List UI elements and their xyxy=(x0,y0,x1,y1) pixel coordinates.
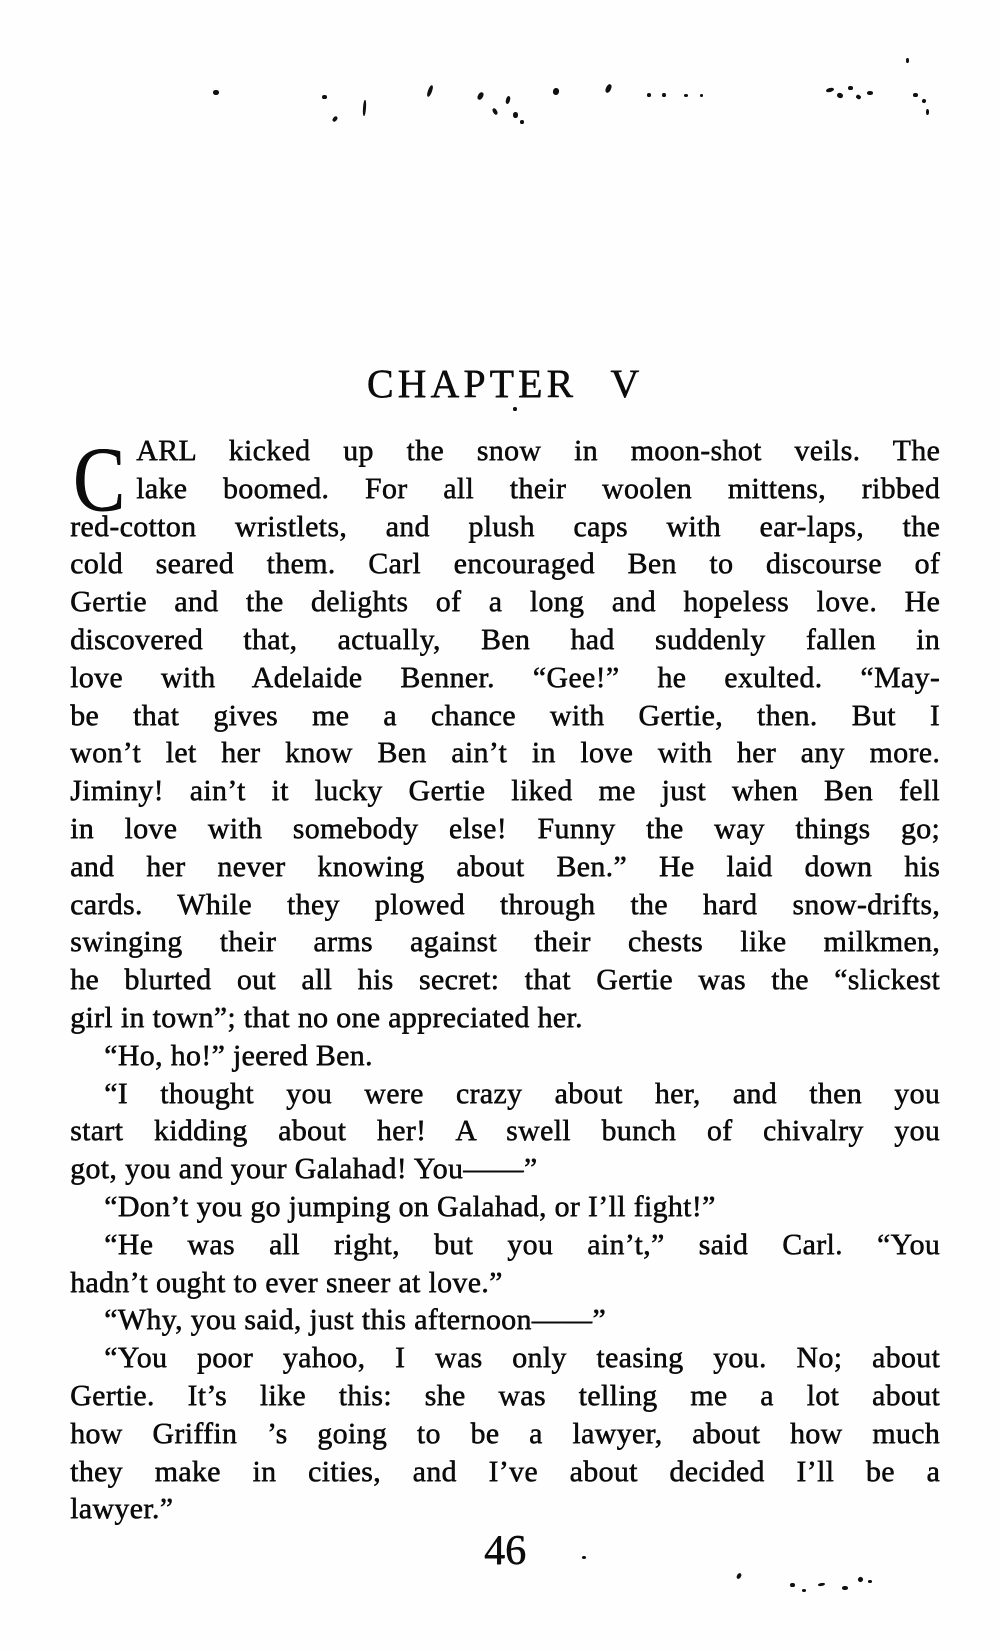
scan-artifact xyxy=(426,85,434,98)
scan-artifact xyxy=(213,90,219,95)
text-line: “Why, you said, just this afternoon——” xyxy=(104,1303,606,1337)
text-line: got, you and your Galahad! You——” xyxy=(70,1152,538,1186)
scan-artifact xyxy=(582,1556,586,1559)
text-line: in love with somebody else! Funny the way things go; xyxy=(70,811,940,845)
text-line: love with Adelaide Benner. “Gee!” he exulted. “May- xyxy=(70,660,940,694)
scan-artifact xyxy=(662,93,666,97)
scan-artifact xyxy=(604,83,612,93)
scan-artifact xyxy=(868,1580,872,1583)
scan-artifact xyxy=(332,115,339,122)
text-line: cold seared them. Carl encouraged Ben to discourse of xyxy=(70,547,940,581)
text-line: lake boomed. For all their woolen mittens, ribbed xyxy=(136,471,940,505)
scan-artifact xyxy=(322,95,327,99)
text-line: girl in town”; that no one appreciated her. xyxy=(70,1000,583,1034)
text-line: cards. While they plowed through the hard snow-drifts, xyxy=(70,887,940,921)
scan-artifact xyxy=(492,107,499,115)
scan-artifact xyxy=(818,1582,825,1586)
scan-artifact xyxy=(647,93,651,97)
text-line: “Don’t you go jumping on Galahad, or I’ll fight!” xyxy=(104,1189,716,1223)
text-line: “He was all right, but you ain’t,” said Carl. “You xyxy=(104,1227,940,1261)
chapter-heading: CHAPTER V xyxy=(366,361,644,406)
text-line: ARL kicked up the snow in moon-shot veils. The xyxy=(136,434,940,467)
text-line: be that gives me a chance with Gertie, then. But I xyxy=(70,698,940,732)
text-line: “I thought you were crazy about her, and then you xyxy=(104,1076,940,1110)
scan-artifact xyxy=(520,120,524,124)
text-line: start kidding about her! A swell bunch of chivalry you xyxy=(70,1114,940,1148)
scan-artifact xyxy=(913,93,918,97)
scan-artifact xyxy=(736,1572,742,1579)
text-line: lawyer.” xyxy=(70,1492,174,1526)
text-line: won’t let her know Ben ain’t in love with her any more. xyxy=(70,736,940,770)
text-line: red-cotton wristlets, and plush caps with ear-laps, the xyxy=(70,509,940,543)
scan-artifact xyxy=(513,407,517,411)
text-line: swinging their arms against their chests like milkmen, xyxy=(70,925,940,959)
text-line: Gertie. It’s like this: she was telling me a lot about xyxy=(70,1378,940,1412)
scan-artifact xyxy=(826,87,835,93)
scan-artifact xyxy=(842,1586,848,1590)
page-text xyxy=(70,428,940,1528)
drop-cap: C xyxy=(73,428,126,530)
scan-artifact xyxy=(552,88,559,96)
text-line: discovered that, actually, Ben had suddenly fallen in xyxy=(70,622,940,656)
text-line: Jiminy! ain’t it lucky Gertie liked me just when Ben fell xyxy=(70,774,940,808)
scan-artifact xyxy=(362,100,366,116)
scan-artifact xyxy=(848,86,853,90)
scan-artifact xyxy=(855,94,861,100)
scan-artifact xyxy=(802,1589,806,1592)
text-line: Gertie and the delights of a long and hopeless love. He xyxy=(70,585,940,619)
scan-artifact xyxy=(906,58,909,63)
scan-artifact xyxy=(926,109,929,115)
text-line: and her never knowing about Ben.” He laid down his xyxy=(70,849,940,883)
scan-artifact xyxy=(476,91,484,100)
scan-artifact xyxy=(684,94,688,97)
scan-artifact xyxy=(857,1576,864,1583)
text-line: hadn’t ought to ever sneer at love.” xyxy=(70,1265,503,1299)
scan-artifact xyxy=(513,112,518,118)
text-line: he blurted out all his secret: that Gertie was the “slickest xyxy=(70,963,940,997)
scan-artifact xyxy=(700,94,703,97)
scan-artifact xyxy=(921,98,926,103)
text-line: they make in cities, and I’ve about decided I’ll be a xyxy=(70,1454,940,1488)
text-line: “You poor yahoo, I was only teasing you. No; about xyxy=(104,1341,940,1375)
text-line: “Ho, ho!” jeered Ben. xyxy=(104,1038,373,1072)
scan-artifact xyxy=(505,96,511,105)
scan-artifact xyxy=(867,91,873,95)
scan-artifact xyxy=(836,92,843,99)
page-number: 46 xyxy=(484,1528,526,1574)
scan-artifact xyxy=(790,1583,795,1587)
text-line: how Griffin ’s going to be a lawyer, about how much xyxy=(70,1416,940,1450)
